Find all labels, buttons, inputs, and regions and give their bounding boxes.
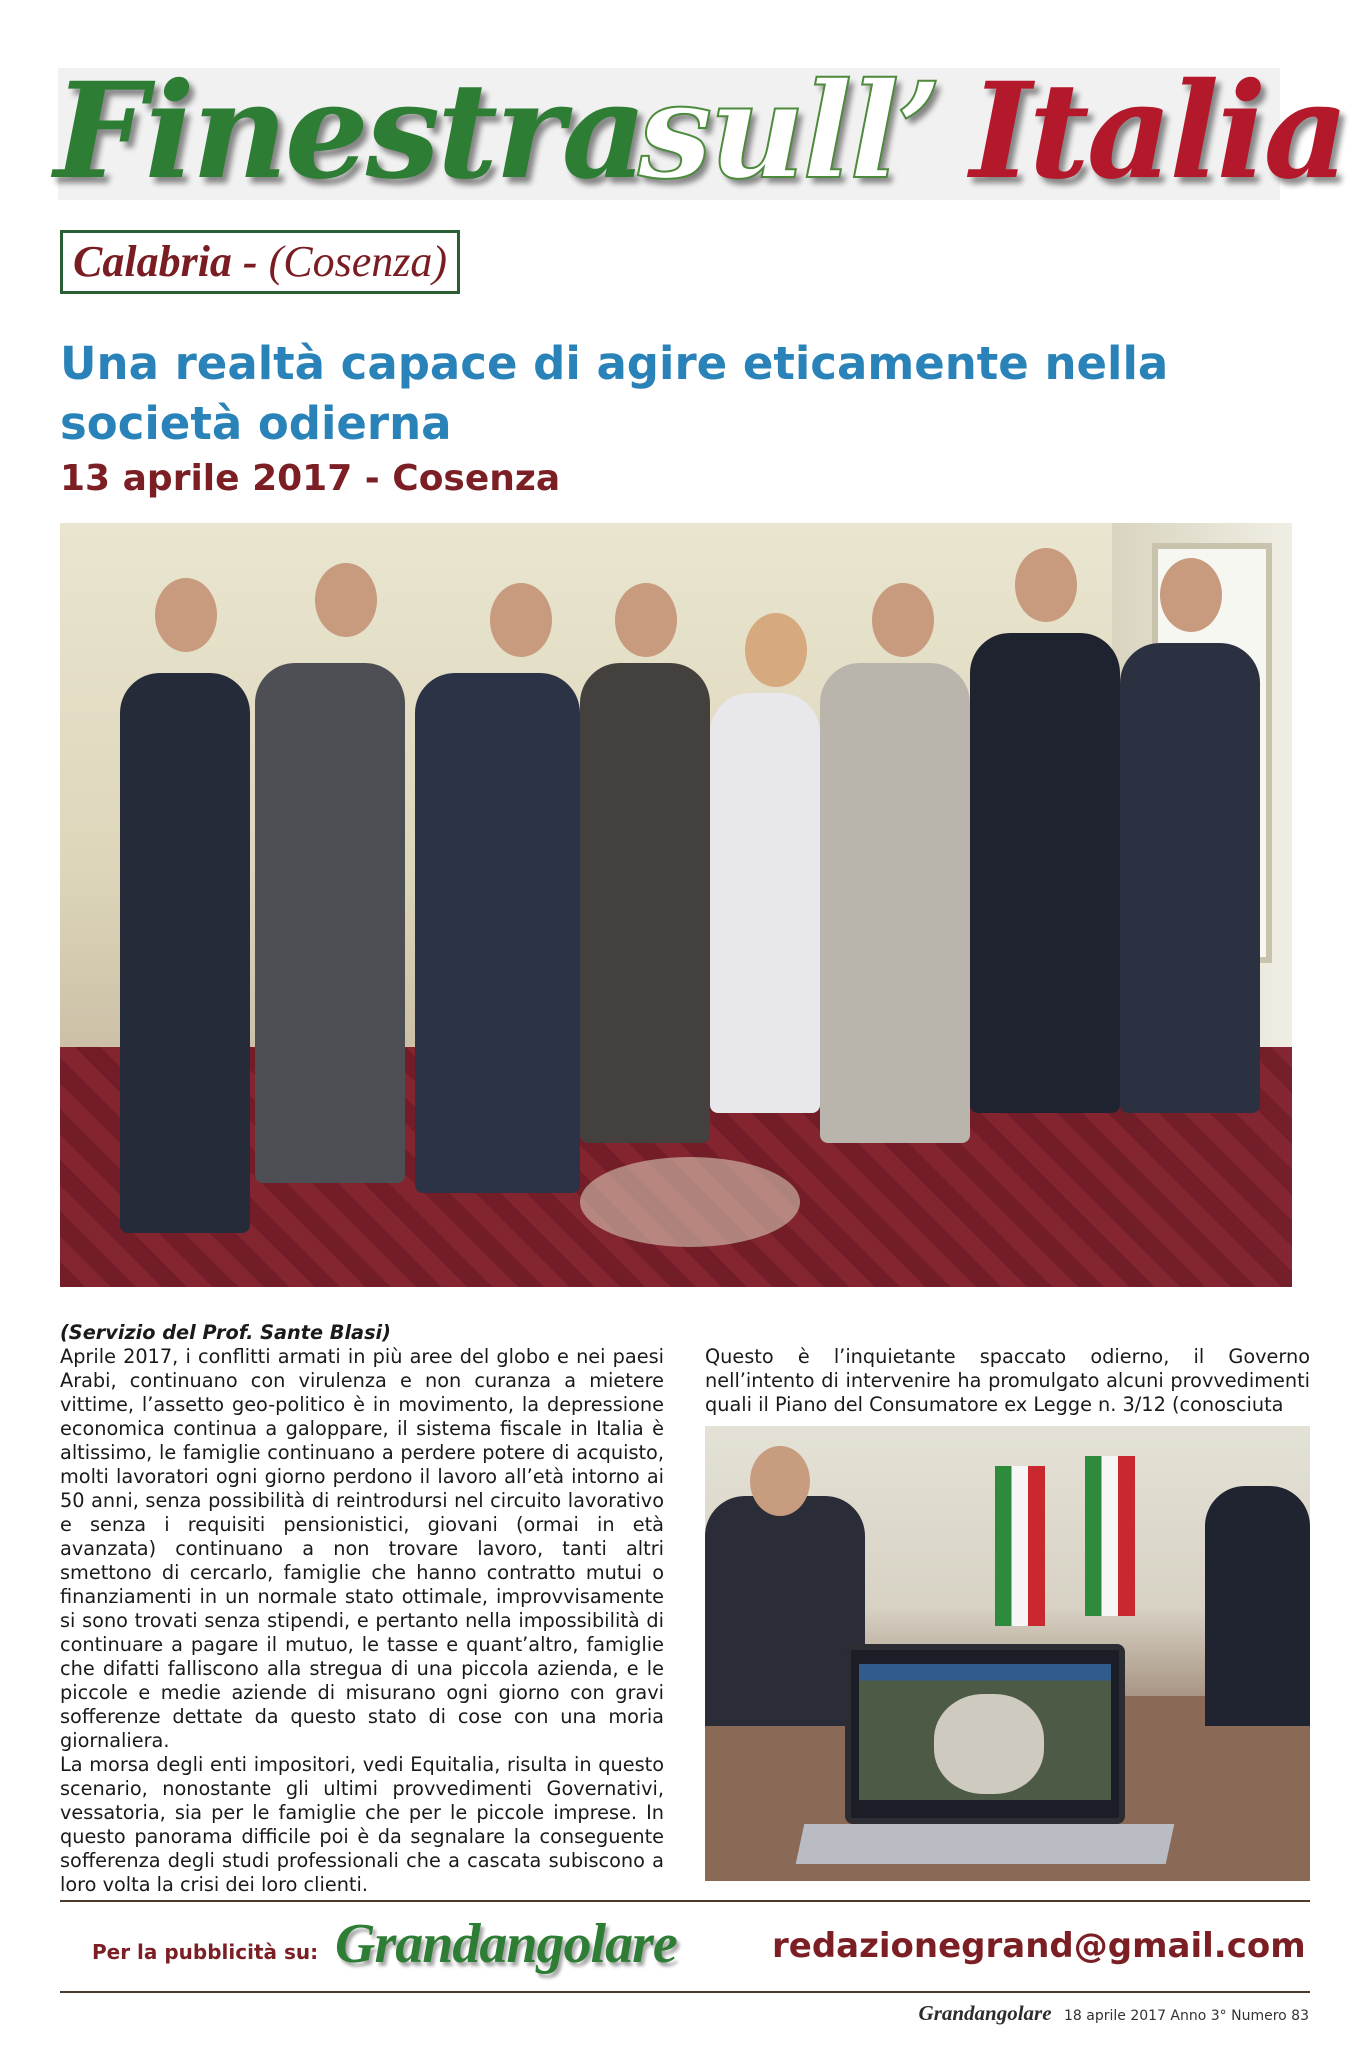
region-name: Calabria - bbox=[73, 237, 258, 286]
region-label bbox=[60, 230, 460, 294]
photo-person bbox=[415, 673, 580, 1193]
article-column-left bbox=[60, 1321, 664, 1897]
masthead-word-finestra: Finestra bbox=[54, 54, 645, 209]
photo-flag-italy bbox=[1085, 1456, 1135, 1616]
photo-head bbox=[490, 583, 552, 657]
article-paragraph: Aprile 2017, i conflitti armati in più aree del globo e nei paesi Arabi, continuano con virulenza e non curanza a mietere vittime, l’assetto geo-politico è in movimento, la depressione economica continua a galoppare, il sistema fiscale in Italia è altissimo, le famiglie continuano a perdere potere di acquisto, molti lavoratori ogni giorno perdono il lavoro all’età intorno ai 50 anni, senza possibilità di reintrodursi nel circuito lavorativo e senza i requisiti pensionistici, giovani (ormai in età avanzata) continuano a non trovare lavoro, tanti altri smettono di cercarlo, famiglie che hanno contratto mutui o finanziamenti in un normale stato ottimale, improvvisamente si sono trovati senza stipendi, e pertanto nella impossibilità di continuare a pagare il mutuo, le tasse e quant’altro, famiglie che difatti falliscono alla stregua di una piccola azienda, e le piccole e medie aziende di misurano ogni giorno con gravi sofferenze dettate da questo stato di cose con una moria giornaliera. bbox=[60, 1345, 664, 1752]
photo-person bbox=[255, 663, 405, 1183]
photo-head bbox=[315, 563, 377, 637]
footer-issue: 18 aprile 2017 Anno 3° Numero 83 bbox=[1064, 2008, 1309, 2024]
meeting-photo bbox=[705, 1426, 1310, 1881]
region-province: (Cosenza) bbox=[268, 237, 448, 286]
advert-brand: Grandangolare bbox=[335, 1913, 677, 1975]
article-dateline: 13 aprile 2017 - Cosenza bbox=[60, 458, 561, 499]
divider-top bbox=[60, 1900, 1310, 1902]
article-headline: Una realtà capace di agire eticamente nella società odierna bbox=[60, 337, 1169, 450]
photo-head bbox=[1015, 548, 1077, 622]
photo-head bbox=[615, 583, 677, 657]
page-footer bbox=[919, 2001, 1309, 2026]
article-column-right bbox=[705, 1345, 1310, 1417]
photo-laptop-display bbox=[859, 1664, 1111, 1800]
photo-person bbox=[820, 663, 970, 1143]
masthead-word-sull: sull’ bbox=[638, 54, 940, 209]
photo-head bbox=[745, 613, 807, 687]
advert-email-link[interactable]: redazionegrand@gmail.com bbox=[772, 1926, 1306, 1966]
photo-flag-italy bbox=[995, 1466, 1045, 1626]
article-byline: (Servizio del Prof. Sante Blasi) bbox=[60, 1321, 391, 1344]
photo-head bbox=[155, 578, 217, 652]
footer-publication: Grandangolare bbox=[918, 2001, 1052, 2025]
photo-laptop-screen bbox=[845, 1644, 1125, 1824]
masthead-word-italia: Italia bbox=[970, 54, 1347, 209]
masthead bbox=[54, 54, 1347, 209]
photo-person bbox=[710, 693, 820, 1113]
article-paragraph: Questo è l’inquietante spaccato odierno, il Governo nell’intento di intervenire ha promulgato alcuni provvedimenti quali il Piano del Consumatore ex Legge n. 3/12 (conosciuta bbox=[705, 1345, 1310, 1416]
photo-head bbox=[1160, 558, 1222, 632]
photo-person bbox=[580, 663, 710, 1143]
article-paragraph: La morsa degli enti impositori, vedi Equitalia, risulta in questo scenario, nonostante gli ultimi provvedimenti Governativi, vessatoria, sia per le famiglie che per le piccole imprese. In questo panorama difficile poi è da segnalare la conseguente sofferenza degli studi professionali che a cascata subiscono a loro volta la crisi dei loro clienti. bbox=[60, 1753, 664, 1896]
photo-laptop-keyboard bbox=[796, 1824, 1175, 1864]
photo-person bbox=[970, 633, 1120, 1113]
photo-person bbox=[705, 1496, 865, 1726]
photo-head bbox=[872, 583, 934, 657]
photo-person bbox=[120, 673, 250, 1233]
advert-label: Per la pubblicità su: bbox=[92, 1940, 319, 1964]
photo-person bbox=[1120, 643, 1260, 1113]
photo-person bbox=[1205, 1486, 1310, 1726]
photo-lion-statue bbox=[934, 1694, 1044, 1794]
photo-carpet-medallion bbox=[580, 1157, 800, 1247]
divider-bottom bbox=[60, 1991, 1310, 1993]
photo-head bbox=[750, 1446, 810, 1516]
group-photo bbox=[60, 523, 1292, 1287]
